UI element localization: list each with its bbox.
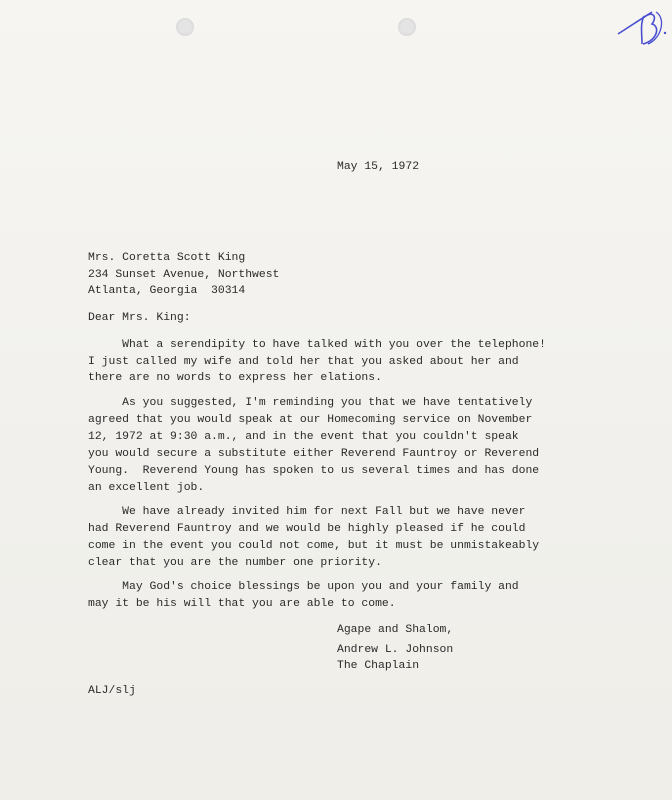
signer-name: Andrew L. Johnson	[337, 644, 454, 656]
recipient-name: Mrs. Coretta Scott King	[88, 252, 246, 264]
typist-initials: ALJ/slj	[88, 685, 136, 697]
paragraph-line: may it be his will that you are able to come.	[88, 598, 396, 610]
paragraph-line: had Reverend Fauntroy and we would be highly pleased if he could	[88, 523, 526, 535]
letter-date: May 15, 1972	[337, 161, 420, 173]
paragraph-line: you would secure a substitute either Reverend Fauntroy or Reverend	[88, 448, 540, 460]
paragraph-line: May God's choice blessings be upon you and your family and	[88, 581, 519, 593]
recipient-city: Atlanta, Georgia 30314	[88, 285, 246, 297]
paragraph-line: We have already invited him for next Fall but we have never	[88, 506, 526, 518]
paragraph-line: agreed that you would speak at our Homecoming service on November	[88, 414, 533, 426]
paragraph-line: come in the event you could not come, but it must be unmistakeably	[88, 540, 540, 552]
salutation: Dear Mrs. King:	[88, 312, 191, 324]
closing: Agape and Shalom,	[337, 624, 454, 636]
handwritten-mark	[612, 4, 672, 54]
paragraph-line: Young. Reverend Young has spoken to us several times and has done	[88, 465, 540, 477]
punch-hole	[398, 18, 416, 36]
punch-hole	[176, 18, 194, 36]
recipient-street: 234 Sunset Avenue, Northwest	[88, 269, 280, 281]
paragraph-line: 12, 1972 at 9:30 a.m., and in the event that you couldn't speak	[88, 431, 519, 443]
paragraph-line: an excellent job.	[88, 482, 205, 494]
paragraph-line: I just called my wife and told her that you asked about her and	[88, 356, 519, 368]
paragraph-line: clear that you are the number one priority.	[88, 557, 382, 569]
paragraph-line: there are no words to express her elations.	[88, 372, 382, 384]
paragraph-line: As you suggested, I'm reminding you that we have tentatively	[88, 397, 533, 409]
signer-title: The Chaplain	[337, 660, 420, 672]
paragraph-line: What a serendipity to have talked with you over the telephone!	[88, 339, 546, 351]
